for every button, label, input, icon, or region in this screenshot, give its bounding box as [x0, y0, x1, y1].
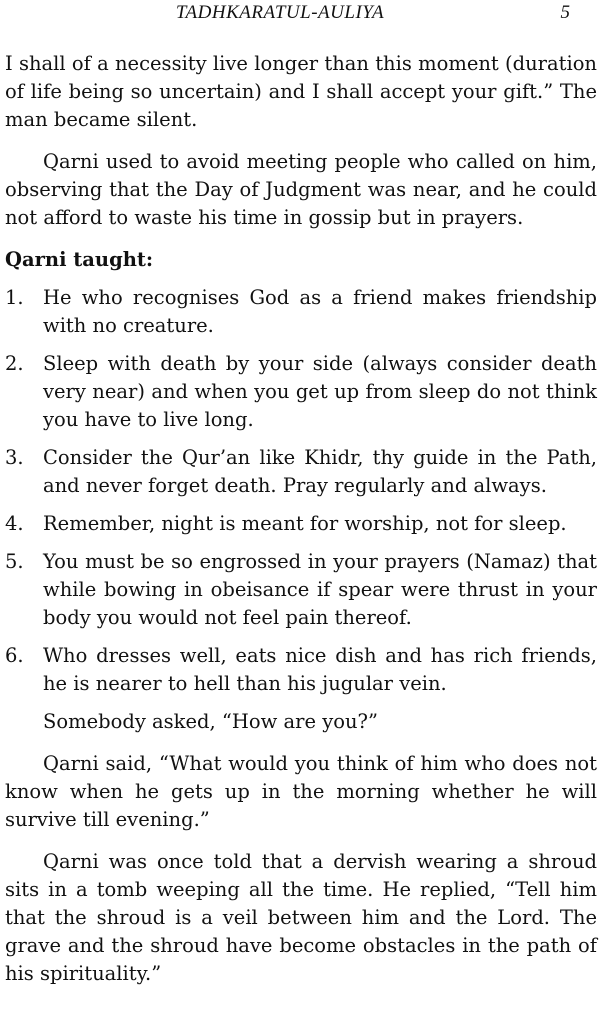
list-item-number: 3.: [5, 446, 24, 469]
teachings-list: [5, 284, 597, 698]
list-item: [5, 284, 597, 340]
list-item: [5, 548, 597, 632]
teachings-heading: Qarni taught:: [5, 248, 154, 271]
page-body: [5, 50, 597, 1002]
page-number: 5: [560, 2, 570, 23]
list-item-text: He who recognises God as a friend makes friendship with no creature.: [43, 286, 597, 337]
list-item-text: You must be so engrossed in your prayers (Namaz) that while bowing in obeisance if spear were thrust in your body you would not feel pain thereof.: [43, 550, 597, 629]
paragraph: Qarni was once told that a dervish wearing a shroud sits in a tomb weeping all the time. He replied, “Tell him that the shroud is a veil between him and the Lord. The grave and the shroud have become obstacles in the path of his spirituality.”: [5, 850, 597, 985]
list-item-number: 6.: [5, 644, 24, 667]
list-item-text: Sleep with death by your side (always consider death very near) and when you get up from sleep do not think you have to live long.: [43, 352, 597, 431]
list-item-number: 2.: [5, 352, 24, 375]
list-item-number: 1.: [5, 286, 24, 309]
list-item-number: 4.: [5, 512, 24, 535]
list-item-text: Remember, night is meant for worship, not for sleep.: [43, 512, 567, 535]
list-item: [5, 444, 597, 500]
paragraph: I shall of a necessity live longer than this moment (duration of life being so uncertain) and I shall accept your gift.” The man became silent.: [5, 52, 597, 131]
paragraph: Somebody asked, “How are you?”: [43, 710, 378, 733]
list-item: [5, 350, 597, 434]
list-item-text: Who dresses well, eats nice dish and has rich friends, he is nearer to hell than his jugular vein.: [43, 644, 597, 695]
list-item-text: Consider the Qur’an like Khidr, thy guide in the Path, and never forget death. Pray regularly and always.: [43, 446, 597, 497]
list-item: [5, 510, 597, 538]
paragraph: Qarni used to avoid meeting people who called on him, observing that the Day of Judgment was near, and he could not afford to waste his time in gossip but in prayers.: [5, 150, 597, 229]
paragraph: Qarni said, “What would you think of him who does not know when he gets up in the morning whether he will survive till evening.”: [5, 752, 597, 831]
running-title: TADHKARATUL-AULIYA: [175, 2, 385, 23]
page-header: [0, 0, 600, 26]
list-item: [5, 642, 597, 698]
list-item-number: 5.: [5, 550, 24, 573]
